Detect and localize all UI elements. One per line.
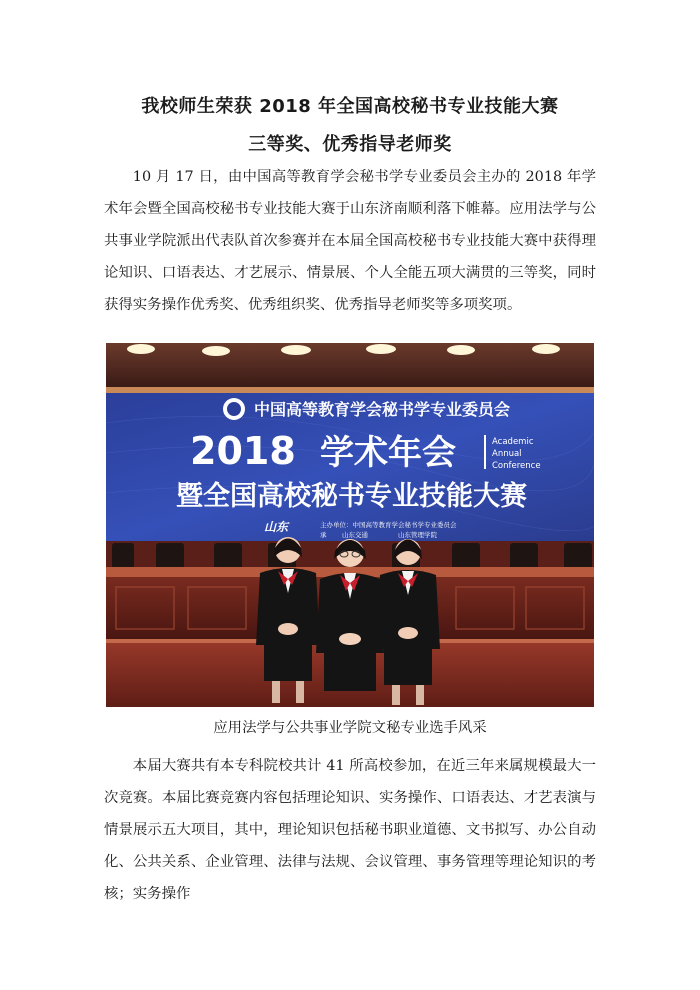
ceiling (106, 343, 594, 387)
banner-year: 2018 (190, 429, 296, 473)
banner-co-3: 山东管理学院 (398, 531, 437, 539)
banner-co-1: 承 (320, 531, 327, 539)
photo-caption: 应用法学与公共事业学院文秘专业选手风采 (213, 720, 487, 736)
document-title-line-2: 三等奖、优秀指导老师奖 (248, 134, 452, 155)
event-photo (106, 343, 594, 707)
paragraph-competition: 本届大赛共有本专科院校共计 41 所高校参加，在近三年来属规模最大一次竞赛。本届比赛竞赛内容包括理论知识、实务操作、口语表达、才艺表演与情景展示五大项目，其中，理论知识包括秘书职业道德、文书拟写、办公自动化、公共关系、企业管理、法律与法规、会议管理、事务管理等理论知识的考核；实务操作 (104, 758, 596, 902)
banner-en-2: Annual (492, 449, 522, 459)
event-photo-scene (106, 343, 594, 707)
banner-host: 主办单位：中国高等教育学会秘书学专业委员会 (320, 521, 457, 529)
banner-city: 山东 (264, 520, 289, 534)
banner-org: 中国高等教育学会秘书学专业委员会 (254, 400, 511, 419)
banner-event: 学术年会 (320, 433, 456, 473)
document-title-line-1: 我校师生荣获 2018 年全国高校秘书专业技能大赛 (141, 96, 559, 117)
banner-en-1: Academic (492, 437, 534, 447)
paragraph-intro: 10 月 17 日，由中国高等教育学会秘书学专业委员会主办的 2018 年学术年会暨全国高校秘书专业技能大赛于山东济南顺利落下帷幕。应用法学与公共事业学院派出代表队首次参赛并在本届全国高校秘书专业技能大赛中获得理论知识、口语表达、才艺展示、情景展、个人全能五项大满贯的三等奖，同时获得实务操作优秀奖、优秀组织奖、优秀指导老师奖等多项奖项。 (104, 169, 596, 313)
banner-en-3: Conference (492, 461, 541, 471)
banner-subtitle: 暨全国高校秘书专业技能大赛 (176, 481, 527, 512)
banner-co-2: 山东交通 (342, 531, 368, 539)
